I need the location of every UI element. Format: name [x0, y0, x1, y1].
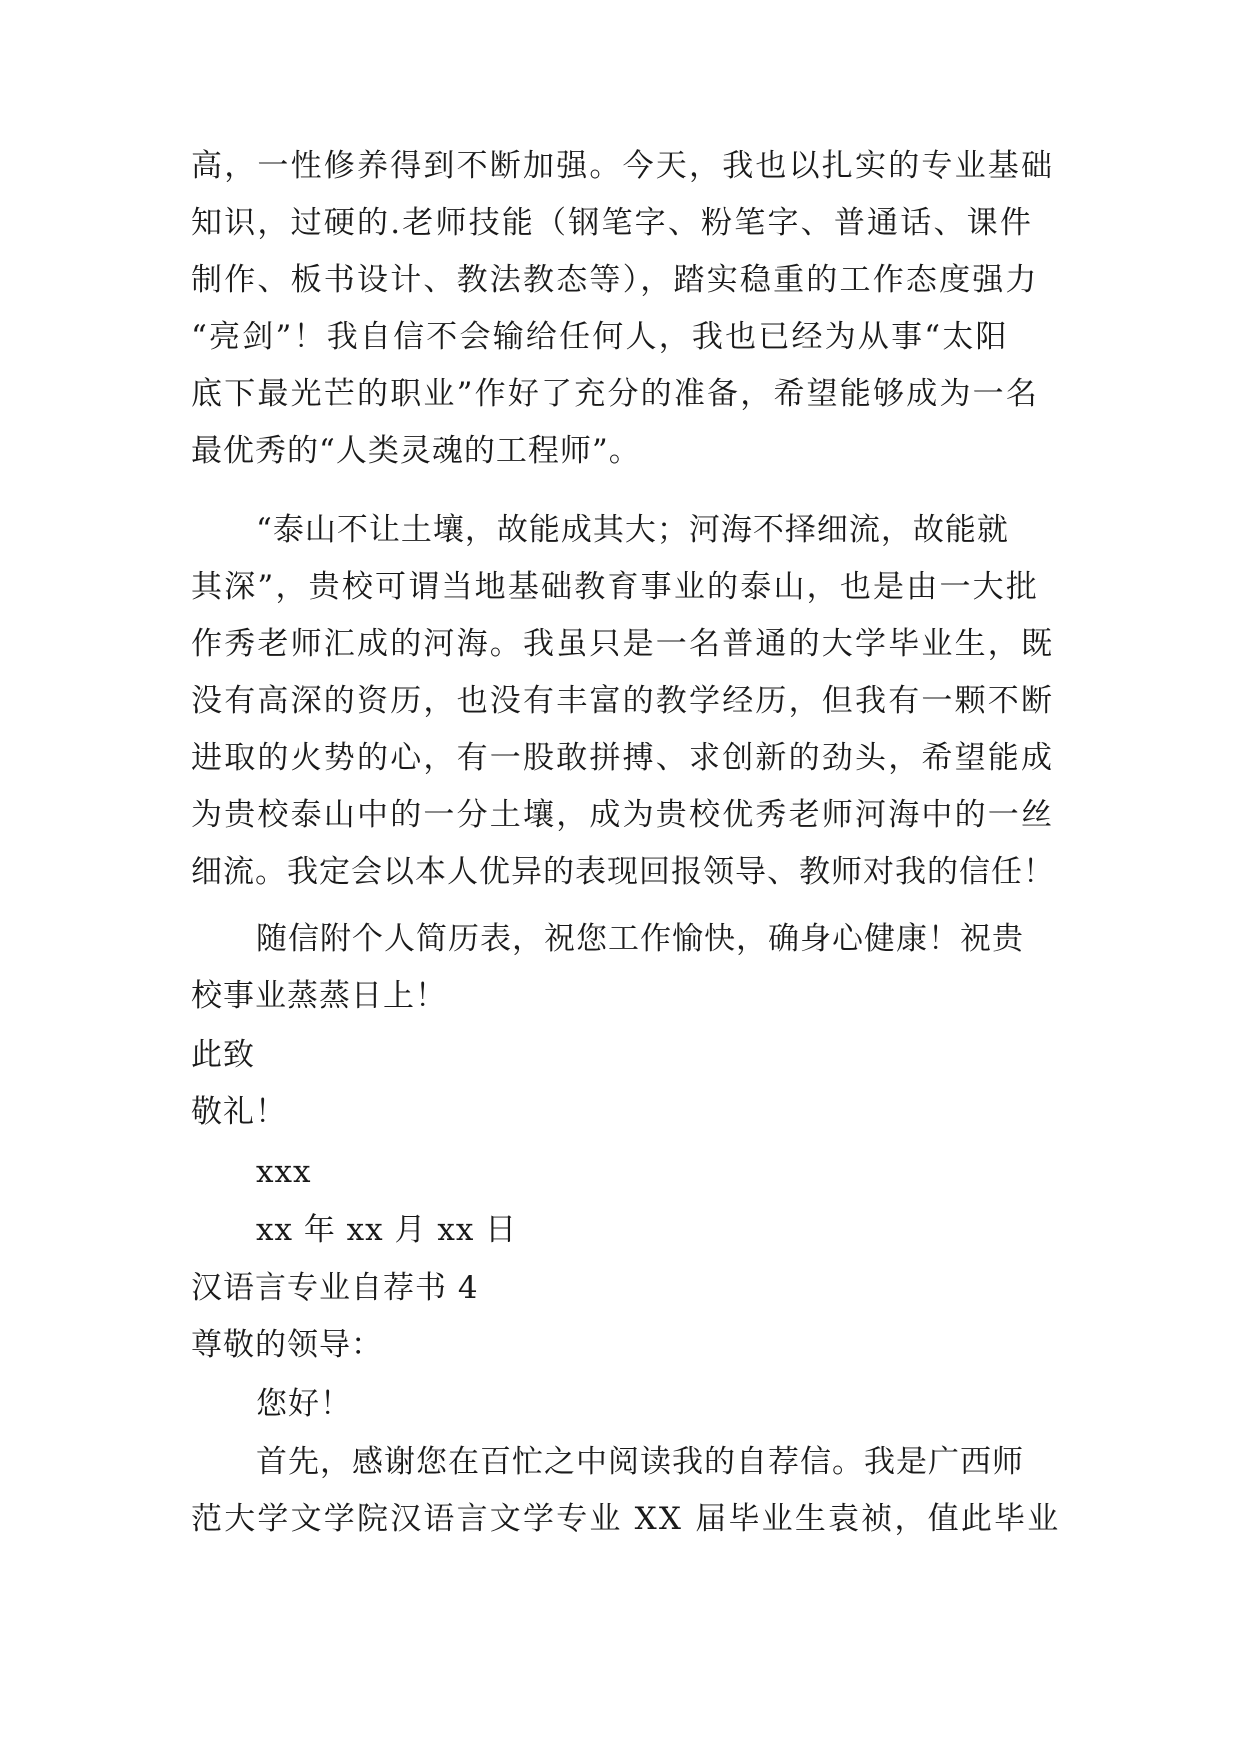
paragraph-1-line-6: 最优秀的“人类灵魂的工程师”。 [191, 433, 641, 469]
paragraph-1-line-3: 制作、板书设计、教法教态等），踏实稳重的工作态度强力 [191, 262, 1039, 298]
paragraph-2-line-4: 没有高深的资历，也没有丰富的教学经历，但我有一颗不断 [191, 683, 1055, 719]
letter-body-line-1: 首先，感谢您在百忙之中阅读我的自荐信。我是广西师 [256, 1444, 1024, 1480]
paragraph-2-line-7: 细流。我定会以本人优异的表现回报领导、教师对我的信任！ [191, 854, 1055, 890]
paragraph-2-line-2: 其深”，贵校可谓当地基础教育事业的泰山，也是由一大批 [191, 569, 1040, 605]
signature-name: xxx [256, 1154, 312, 1190]
paragraph-3-line-2: 校事业蒸蒸日上！ [191, 978, 447, 1014]
closing-line-1: 此致 [191, 1037, 255, 1073]
paragraph-2-line-3: 作秀老师汇成的河海。我虽只是一名普通的大学毕业生，既 [191, 626, 1055, 662]
letter-greeting: 您好！ [256, 1386, 352, 1422]
paragraph-1-line-4: “亮剑”！我自信不会输给任何人，我也已经为从事“太阳 [191, 319, 1009, 355]
paragraph-1-line-2: 知识，过硬的.老师技能（钢笔字、粉笔字、普通话、课件 [191, 205, 1034, 241]
letter-salutation: 尊敬的领导： [191, 1327, 383, 1363]
paragraph-1-line-1: 高，一性修养得到不断加强。今天，我也以扎实的专业基础 [191, 148, 1055, 184]
paragraph-3-line-1: 随信附个人简历表，祝您工作愉快，确身心健康！祝贵 [256, 921, 1024, 957]
signature-date: xx 年 xx 月 xx 日 [256, 1212, 518, 1248]
paragraph-2-line-5: 进取的火势的心，有一股敢拼搏、求创新的劲头，希望能成 [191, 740, 1055, 776]
letter-body-line-2: 范大学文学院汉语言文学专业 XX 届毕业生袁祯，值此毕业 [191, 1501, 1061, 1537]
section-title: 汉语言专业自荐书 4 [191, 1270, 479, 1306]
paragraph-2-line-1: “泰山不让土壤，故能成其大；河海不择细流，故能就 [256, 512, 1009, 548]
closing-line-2: 敬礼！ [191, 1094, 287, 1130]
paragraph-2-line-6: 为贵校泰山中的一分土壤，成为贵校优秀老师河海中的一丝 [191, 797, 1055, 833]
paragraph-1-line-5: 底下最光芒的职业”作好了充分的准备，希望能够成为一名 [191, 376, 1040, 412]
